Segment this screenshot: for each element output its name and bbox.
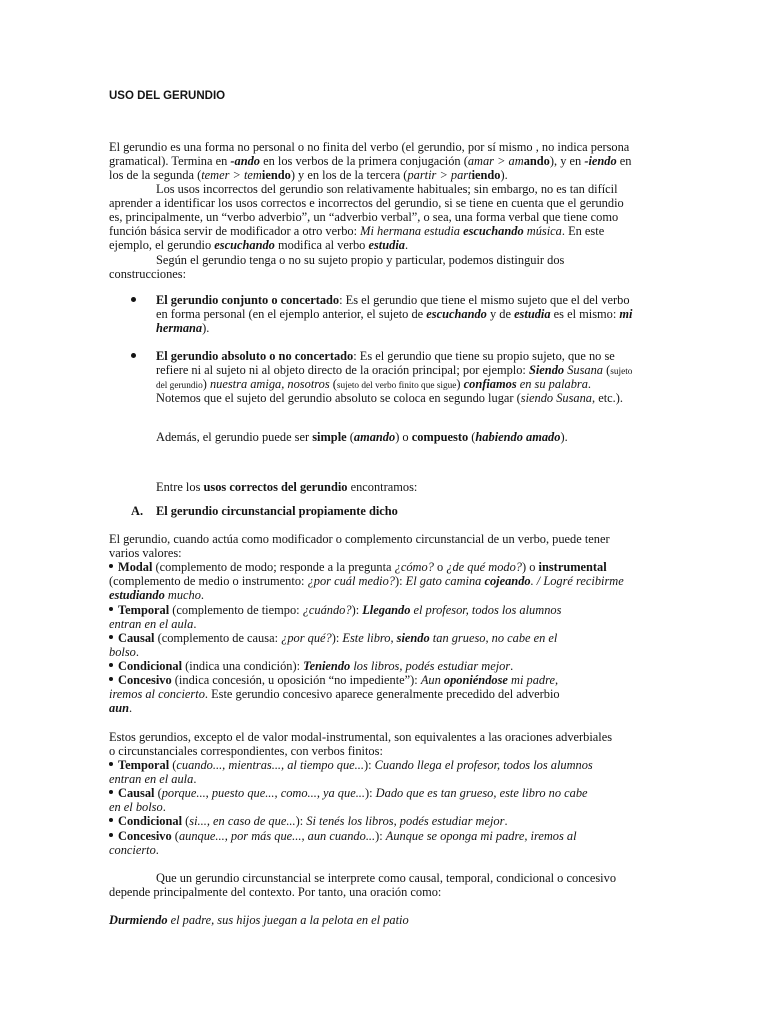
- list-item: Causal (complemento de causa: ¿por qué?): Este libro, siendo tan grueso, no cabe en el: [109, 631, 557, 645]
- bullet-line: El gerundio absoluto o no concertado: Es el gerundio que tiene su propio sujeto, que no se: [156, 349, 615, 363]
- list-item: Condicional (indica una condición): Teniendo los libros, podés estudiar mejor.: [109, 659, 513, 673]
- bullet-icon: [109, 790, 113, 794]
- list-item-line: en el bolso.: [109, 800, 166, 814]
- list-item-line: (complemento de medio o instrumento: ¿por cuál medio?): El gato camina cojeando. / Logré recibirme: [109, 574, 624, 588]
- list-item-line: entran en el aula.: [109, 772, 197, 786]
- paragraph-line: ejemplo, el gerundio escuchando modifica al verbo estudia.: [109, 238, 409, 252]
- paragraph-line: es, principalmente, un “verbo adverbio”, un “adverbio verbal”, o sea, una forma verbal que tiene como: [109, 210, 619, 224]
- list-item-line: estudiando mucho.: [109, 588, 205, 602]
- bullet-icon: [109, 833, 113, 837]
- bullet-line: refiere ni al sujeto ni al objeto directo de la oración principal; por ejemplo: Siendo Susana (sujeto: [156, 363, 633, 377]
- paragraph-line: Además, el gerundio puede ser simple (amando) o compuesto (habiendo amado).: [156, 430, 568, 444]
- paragraph-line: los de la segunda (temer > temiendo) y en los de la tercera (partir > partiendo).: [109, 168, 508, 182]
- bullet-icon: [109, 762, 113, 766]
- list-item: Temporal (cuando..., mientras..., al tiempo que...): Cuando llega el profesor, todos los alumnos: [109, 758, 593, 772]
- paragraph-line: Que un gerundio circunstancial se interprete como causal, temporal, condicional o concesivo: [156, 871, 617, 885]
- list-item-line: concierto.: [109, 843, 159, 857]
- list-item: Causal (porque..., puesto que..., como..., ya que...): Dado que es tan grueso, este libro no cabe: [109, 786, 588, 800]
- bullet-icon: [109, 663, 113, 667]
- paragraph-line: aprender a identificar los usos correctos e incorrectos del gerundio, si se tiene en cuenta que el gerundio: [109, 196, 624, 210]
- bullet-line: en forma personal (en el ejemplo anterior, el sujeto de escuchando y de estudia es el mismo: mi: [156, 307, 633, 321]
- paragraph-line: función básica servir de modificador a otro verbo: Mi hermana estudia escuchando música. En este: [109, 224, 605, 238]
- paragraph-line: Estos gerundios, excepto el de valor modal-instrumental, son equivalentes a las oraciones adverbiales: [109, 730, 613, 744]
- paragraph-line: o circunstanciales correspondientes, con verbos finitos:: [109, 744, 383, 758]
- bullet-icon: [109, 818, 113, 822]
- paragraph-line: El gerundio es una forma no personal o no finita del verbo (el gerundio, por sí mismo , no indica persona: [109, 140, 630, 154]
- paragraph-line: Entre los usos correctos del gerundio encontramos:: [156, 480, 418, 494]
- paragraph-line: construcciones:: [109, 267, 187, 281]
- list-item-line: entran en el aula.: [109, 617, 197, 631]
- paragraph-line: depende principalmente del contexto. Por tanto, una oración como:: [109, 885, 442, 899]
- paragraph-line: Según el gerundio tenga o no su sujeto propio y particular, podemos distinguir dos: [156, 253, 565, 267]
- bullet-icon: [109, 564, 113, 568]
- list-item-line: bolso.: [109, 645, 139, 659]
- document-title: USO DEL GERUNDIO: [109, 90, 226, 102]
- list-item-line: aun.: [109, 701, 133, 715]
- bullet-icon: [131, 353, 136, 358]
- example-sentence: Durmiendo el padre, sus hijos juegan a la pelota en el patio: [109, 913, 409, 927]
- bullet-icon: [109, 635, 113, 639]
- list-item: Modal (complemento de modo; responde a la pregunta ¿cómo? o ¿de qué modo?) o instrumental: [109, 560, 607, 574]
- bullet-line: hermana).: [156, 321, 210, 335]
- section-heading: El gerundio circunstancial propiamente dicho: [156, 504, 398, 518]
- list-item: Concesivo (aunque..., por más que..., aun cuando...): Aunque se oponga mi padre, iremos al: [109, 829, 577, 843]
- list-item: Condicional (si..., en caso de que...): Si tenés los libros, podés estudiar mejor.: [109, 814, 508, 828]
- bullet-line: del gerundio) nuestra amiga, nosotros (sujeto del verbo finito que sigue) confiamos en su palabra.: [156, 377, 592, 391]
- section-heading-marker: A.: [131, 504, 144, 518]
- bullet-line: El gerundio conjunto o concertado: Es el gerundio que tiene el mismo sujeto que el del verbo: [156, 293, 630, 307]
- paragraph-line: Los usos incorrectos del gerundio son relativamente habituales; sin embargo, no es tan difícil: [156, 182, 618, 196]
- bullet-line: Notemos que el sujeto del gerundio absoluto se coloca en segundo lugar (siendo Susana, etc.).: [156, 391, 623, 405]
- paragraph-line: El gerundio, cuando actúa como modificador o complemento circunstancial de un verbo, puede tener: [109, 532, 610, 546]
- list-item-line: iremos al concierto. Este gerundio concesivo aparece generalmente precedido del adverbio: [109, 687, 560, 701]
- list-item: Concesivo (indica concesión, u oposición “no impediente”): Aun oponiéndose mi padre,: [109, 673, 558, 687]
- list-item: Temporal (complemento de tiempo: ¿cuándo?): Llegando el profesor, todos los alumnos: [109, 603, 561, 617]
- bullet-icon: [109, 677, 113, 681]
- paragraph-line: gramatical). Termina en -ando en los verbos de la primera conjugación (amar > amando), y en -iendo en: [109, 154, 632, 168]
- paragraph-line: varios valores:: [109, 546, 182, 560]
- bullet-icon: [131, 297, 136, 302]
- bullet-icon: [109, 607, 113, 611]
